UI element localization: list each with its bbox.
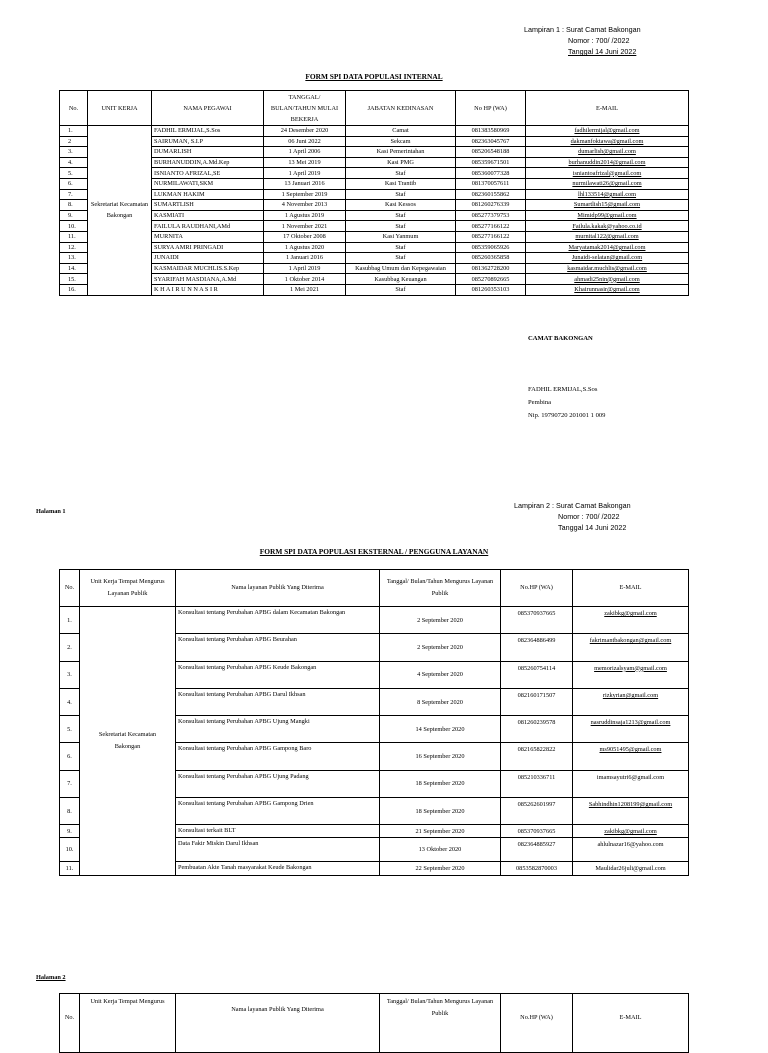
table-row bbox=[60, 210, 689, 221]
col-header-jabatan: JABATAN KEDINASAN bbox=[346, 91, 456, 126]
lampiran-2-tanggal: Tanggal 14 Juni 2022 bbox=[558, 523, 627, 532]
email-cell: dakmanfoktawa@gmail.com bbox=[526, 136, 689, 147]
hp-cell: 085206548188 bbox=[456, 147, 526, 158]
hp-cell: 085210336711 bbox=[501, 770, 573, 797]
row-no: 3. bbox=[60, 147, 88, 158]
tanggal-cell: 1 April 2019 bbox=[264, 263, 346, 274]
tanggal-cell: 4 September 2020 bbox=[380, 661, 501, 688]
hp-cell: 082364885927 bbox=[501, 838, 573, 862]
unit-kerja-cell: Sekretariat Kecamatan Bakongan bbox=[88, 126, 152, 296]
layanan-cell: Konsultasi tentang Perubahan APBG Gampong Drien bbox=[176, 798, 380, 825]
tanggal-cell: 22 September 2020 bbox=[380, 862, 501, 876]
col-header-hp: No.HP (WA) bbox=[501, 994, 573, 1053]
jabatan-cell: Staf bbox=[346, 221, 456, 232]
jabatan-cell: Kasi PMG bbox=[346, 157, 456, 168]
row-no: 3. bbox=[60, 661, 80, 688]
row-no: 2. bbox=[60, 634, 80, 661]
row-no: 14. bbox=[60, 263, 88, 274]
row-no: 5. bbox=[60, 168, 88, 179]
col-header-email: E-MAIL bbox=[573, 570, 689, 607]
nama-pegawai-cell: FAILULA RAUDHANI,AMd bbox=[152, 221, 264, 232]
layanan-cell: Konsultasi tentang Perubahan APBG Ujung Padang bbox=[176, 770, 380, 797]
layanan-cell: Konsultasi tentang Perubahan APBG Darul Ikhsan bbox=[176, 688, 380, 715]
row-no: 11. bbox=[60, 231, 88, 242]
tanggal-cell: 1 November 2021 bbox=[264, 221, 346, 232]
table-row bbox=[60, 242, 689, 253]
email-cell: murnital122@gmail.com bbox=[526, 231, 689, 242]
hp-cell: 085277166122 bbox=[456, 221, 526, 232]
form-1-title: FORM SPI DATA POPULASI INTERNAL bbox=[305, 72, 443, 81]
hp-cell: 082360155862 bbox=[456, 189, 526, 200]
tanggal-cell: 1 April 2019 bbox=[264, 168, 346, 179]
layanan-cell: Konsultasi tentang Perubahan APBG Keude Bakongan bbox=[176, 661, 380, 688]
email-cell: ms9051495@gmail.com bbox=[573, 743, 689, 770]
email-cell: dumarlish@gmail.com bbox=[526, 147, 689, 158]
table-row bbox=[60, 284, 689, 295]
email-cell: kasmaidar.muchlis@gmail.com bbox=[526, 263, 689, 274]
jabatan-cell: Kasubbag Umum dan Kepegawaian bbox=[346, 263, 456, 274]
tanggal-cell: 16 September 2020 bbox=[380, 743, 501, 770]
row-no: 6. bbox=[60, 178, 88, 189]
external-population-table-continued bbox=[59, 993, 689, 1053]
row-no: 15. bbox=[60, 274, 88, 285]
tanggal-cell: 1 Oktober 2014 bbox=[264, 274, 346, 285]
nama-pegawai-cell: JUNAIDI bbox=[152, 253, 264, 264]
jabatan-cell: Staf bbox=[346, 284, 456, 295]
email-cell: Sabhindhin1208199@gmail.com bbox=[573, 798, 689, 825]
email-cell: Junaidi-selatan@gmail.com bbox=[526, 253, 689, 264]
nama-pegawai-cell: K H A I R U N N A S I R bbox=[152, 284, 264, 295]
hp-cell: 085277166122 bbox=[456, 231, 526, 242]
table-header-row bbox=[60, 570, 689, 607]
nama-pegawai-cell: SURYA AMRI PRINGADI bbox=[152, 242, 264, 253]
layanan-cell: Konsultasi tentang Perubahan APBG Ujung Mangki bbox=[176, 716, 380, 743]
jabatan-cell: Staf bbox=[346, 189, 456, 200]
row-no: 2 bbox=[60, 136, 88, 147]
tanggal-cell: 8 September 2020 bbox=[380, 688, 501, 715]
col-header-unit: UNIT KERJA bbox=[88, 91, 152, 126]
email-cell: zakibkg@gmail.com bbox=[573, 825, 689, 838]
jabatan-cell: Kasi Kessos bbox=[346, 200, 456, 211]
row-no: 5. bbox=[60, 716, 80, 743]
col-header-email: E-MAIL bbox=[573, 994, 689, 1053]
layanan-cell: Konsultasi terkait BLT bbox=[176, 825, 380, 838]
nama-pegawai-cell: DUMARLISH bbox=[152, 147, 264, 158]
email-cell: lhl133514@gmail.com bbox=[526, 189, 689, 200]
col-header-nama: NAMA PEGAWAI bbox=[152, 91, 264, 126]
tanggal-cell: 13 Januari 2016 bbox=[264, 178, 346, 189]
hp-cell: 085360077328 bbox=[456, 168, 526, 179]
email-cell: fakrimantbakongan@gmail.com bbox=[573, 634, 689, 661]
nama-pegawai-cell: MURNITA bbox=[152, 231, 264, 242]
col-header-unit: Unit Kerja Tempat Mengurus bbox=[80, 994, 176, 1053]
hp-cell: 081260353103 bbox=[456, 284, 526, 295]
email-cell: nurmilawati26@gmail.com bbox=[526, 178, 689, 189]
email-cell: Maulidar26juli@gmail.com bbox=[573, 862, 689, 876]
table-row bbox=[60, 126, 689, 137]
email-cell: burhanuddin2014@gmail.com bbox=[526, 157, 689, 168]
page-label-1: Halaman 1 bbox=[36, 508, 66, 515]
col-header-no: No. bbox=[60, 570, 80, 607]
table-row bbox=[60, 253, 689, 264]
unit-kerja-cell: Sekretariat Kecamatan Bakongan bbox=[80, 607, 176, 876]
col-header-hp: No HP (WA) bbox=[456, 91, 526, 126]
row-no: 10. bbox=[60, 221, 88, 232]
nama-pegawai-cell: ISNIANTO AFRIZAL,SE bbox=[152, 168, 264, 179]
col-header-nama: Nama layanan Publik Yang Diterima bbox=[176, 994, 380, 1053]
row-no: 9. bbox=[60, 210, 88, 221]
tanggal-cell: 2 September 2020 bbox=[380, 634, 501, 661]
nama-pegawai-cell: SUMARTLISH bbox=[152, 200, 264, 211]
jabatan-cell: Staf bbox=[346, 242, 456, 253]
jabatan-cell: Kasi Yanmum bbox=[346, 231, 456, 242]
jabatan-cell: Camat bbox=[346, 126, 456, 137]
tanggal-cell: 1 April 2006 bbox=[264, 147, 346, 158]
jabatan-cell: Kasubbag Keuangan bbox=[346, 274, 456, 285]
row-no: 8. bbox=[60, 200, 88, 211]
nama-pegawai-cell: SYARIFAH MASDIANA,A.Md bbox=[152, 274, 264, 285]
tanggal-cell: 1 Januari 2016 bbox=[264, 253, 346, 264]
tanggal-cell: 4 November 2013 bbox=[264, 200, 346, 211]
signature-nip: Nip. 19790720 201001 1 009 bbox=[528, 412, 606, 419]
email-cell: Failula.kakak@yahoo.co.id bbox=[526, 221, 689, 232]
email-cell: Maryatamak2014@gmail.com bbox=[526, 242, 689, 253]
tanggal-cell: 24 Desember 2020 bbox=[264, 126, 346, 137]
email-cell: ahmadi25nin@gmail.com bbox=[526, 274, 689, 285]
col-header-email: E-MAIL bbox=[526, 91, 689, 126]
table-row bbox=[60, 147, 689, 158]
tanggal-cell: 1 Agustus 2019 bbox=[264, 210, 346, 221]
table-row bbox=[60, 200, 689, 211]
hp-cell: 0853582870003 bbox=[501, 862, 573, 876]
col-header-hp: No.HP (WA) bbox=[501, 570, 573, 607]
col-header-tanggal: Tanggal/ Bulan/Tahun Mengurus Layanan Publik bbox=[380, 570, 501, 607]
table-row bbox=[60, 178, 689, 189]
tanggal-cell: 06 Juni 2022 bbox=[264, 136, 346, 147]
table-row bbox=[60, 274, 689, 285]
row-no: 4. bbox=[60, 688, 80, 715]
signature-title: CAMAT BAKONGAN bbox=[528, 335, 593, 342]
row-no: 1. bbox=[60, 607, 80, 634]
email-cell: ahlulnazar16@yahoo.com bbox=[573, 838, 689, 862]
col-header-tanggal: Tanggal/ Bulan/Tahun Mengurus Layanan Publik bbox=[380, 994, 501, 1053]
hp-cell: 082160171507 bbox=[501, 688, 573, 715]
row-no: 16. bbox=[60, 284, 88, 295]
tanggal-cell: 21 September 2020 bbox=[380, 825, 501, 838]
tanggal-cell: 18 September 2020 bbox=[380, 798, 501, 825]
table-row bbox=[60, 607, 689, 634]
row-no: 4. bbox=[60, 157, 88, 168]
nama-pegawai-cell: NURMILAWATI,SKM bbox=[152, 178, 264, 189]
lampiran-1-line: Lampiran 1 : Surat Camat Bakongan bbox=[524, 25, 641, 34]
email-cell: Mimidp99@gmail.com bbox=[526, 210, 689, 221]
jabatan-cell: Kasi Trantib bbox=[346, 178, 456, 189]
email-cell: isniantoafrizal@gmail.com bbox=[526, 168, 689, 179]
jabatan-cell: Kasi Pemerintahan bbox=[346, 147, 456, 158]
lampiran-1-tanggal: Tanggal 14 Juni 2022 bbox=[568, 47, 637, 56]
row-no: 12. bbox=[60, 242, 88, 253]
hp-cell: 085359671501 bbox=[456, 157, 526, 168]
email-cell: nasruddinsaja1213@gmail.com bbox=[573, 716, 689, 743]
nama-pegawai-cell: KASMIATI bbox=[152, 210, 264, 221]
lampiran-2-line: Lampiran 2 : Surat Camat Bakongan bbox=[514, 501, 631, 510]
nama-pegawai-cell: FADHIL ERMIJAL,S.Sos bbox=[152, 126, 264, 137]
page-label-2: Halaman 2 bbox=[36, 974, 66, 981]
jabatan-cell: Sekcam bbox=[346, 136, 456, 147]
tanggal-cell: 1 September 2019 bbox=[264, 189, 346, 200]
hp-cell: 081370057611 bbox=[456, 178, 526, 189]
layanan-cell: Data Fakir Miskin Darul Ikhsan bbox=[176, 838, 380, 862]
row-no: 10. bbox=[60, 838, 80, 862]
nama-pegawai-cell: LUKMAN HAKIM bbox=[152, 189, 264, 200]
row-no: 6. bbox=[60, 743, 80, 770]
table-row bbox=[60, 231, 689, 242]
external-population-table bbox=[59, 569, 689, 876]
layanan-cell: Konsultasi tentang Perubahan APBG dalam Kecamatan Bakongan bbox=[176, 607, 380, 634]
table-row bbox=[60, 168, 689, 179]
email-cell: zakibkg@gmail.com bbox=[573, 607, 689, 634]
lampiran-2-nomor: Nomor : 700/ /2022 bbox=[558, 512, 620, 521]
tanggal-cell: 1 Agustus 2020 bbox=[264, 242, 346, 253]
hp-cell: 085370937665 bbox=[501, 607, 573, 634]
row-no: 11. bbox=[60, 862, 80, 876]
table-header-row bbox=[60, 994, 689, 1053]
lampiran-1-header bbox=[524, 24, 641, 57]
signature-name: FADHIL ERMIJAL,S.Sos bbox=[528, 386, 598, 393]
hp-cell: 085277379753 bbox=[456, 210, 526, 221]
hp-cell: 085260754114 bbox=[501, 661, 573, 688]
tanggal-cell: 17 Oktober 2008 bbox=[264, 231, 346, 242]
table-row bbox=[60, 189, 689, 200]
row-no: 1. bbox=[60, 126, 88, 137]
row-no: 13. bbox=[60, 253, 88, 264]
row-no: 7. bbox=[60, 189, 88, 200]
table-row bbox=[60, 263, 689, 274]
lampiran-2-header bbox=[514, 500, 631, 533]
email-cell: Sumartlish15@gmail.com bbox=[526, 200, 689, 211]
row-no: 7. bbox=[60, 770, 80, 797]
col-header-nama: Nama layanan Publik Yang Diterima bbox=[176, 570, 380, 607]
layanan-cell: Pembuatan Akte Tanah masyarakat Keude Bakongan bbox=[176, 862, 380, 876]
col-header-no: No. bbox=[60, 91, 88, 126]
tanggal-cell: 14 September 2020 bbox=[380, 716, 501, 743]
jabatan-cell: Staf bbox=[346, 210, 456, 221]
hp-cell: 082364886499 bbox=[501, 634, 573, 661]
hp-cell: 081383580969 bbox=[456, 126, 526, 137]
form-2-title: FORM SPI DATA POPULASI EKSTERNAL / PENGGUNA LAYANAN bbox=[259, 547, 489, 556]
row-no: 9. bbox=[60, 825, 80, 838]
row-no: 8. bbox=[60, 798, 80, 825]
layanan-cell: Konsultasi tentang Perubahan APBG Gampong Baro bbox=[176, 743, 380, 770]
col-header-tanggal: TANGGAL/ BULAN/TAHUN MULAI BEKERJA bbox=[264, 91, 346, 126]
hp-cell: 085370937665 bbox=[501, 825, 573, 838]
email-cell: imamsayutri6@gmail.com bbox=[573, 770, 689, 797]
tanggal-cell: 1 Mei 2021 bbox=[264, 284, 346, 295]
hp-cell: 081260276339 bbox=[456, 200, 526, 211]
email-cell: fadhilermijal@gmail.com bbox=[526, 126, 689, 137]
tanggal-cell: 13 Oktober 2020 bbox=[380, 838, 501, 862]
table-row bbox=[60, 136, 689, 147]
signature-rank: Pembina bbox=[528, 399, 552, 406]
nama-pegawai-cell: KASMAIDAR MUCHLIS.S.Kep bbox=[152, 263, 264, 274]
table-header-row bbox=[60, 91, 689, 126]
jabatan-cell: Staf bbox=[346, 168, 456, 179]
hp-cell: 082165822822 bbox=[501, 743, 573, 770]
email-cell: rizkyrian@gmail.com bbox=[573, 688, 689, 715]
tanggal-cell: 13 Mei 2019 bbox=[264, 157, 346, 168]
table-row bbox=[60, 157, 689, 168]
hp-cell: 085270892665 bbox=[456, 274, 526, 285]
hp-cell: 081260239578 bbox=[501, 716, 573, 743]
col-header-unit: Unit Kerja Tempat Mengurus Layanan Publik bbox=[80, 570, 176, 607]
layanan-cell: Konsultasi tentang Perubahan APBG Beurahan bbox=[176, 634, 380, 661]
nama-pegawai-cell: SAIRUMAN, S.I.P bbox=[152, 136, 264, 147]
jabatan-cell: Staf bbox=[346, 253, 456, 264]
col-header-no: No. bbox=[60, 994, 80, 1053]
hp-cell: 082363045767 bbox=[456, 136, 526, 147]
nama-pegawai-cell: BURHANUDDIN,A.Md.Kep bbox=[152, 157, 264, 168]
tanggal-cell: 2 September 2020 bbox=[380, 607, 501, 634]
tanggal-cell: 18 September 2020 bbox=[380, 770, 501, 797]
hp-cell: 085260365858 bbox=[456, 253, 526, 264]
hp-cell: 081362728200 bbox=[456, 263, 526, 274]
hp-cell: 085262601997 bbox=[501, 798, 573, 825]
internal-population-table bbox=[59, 90, 689, 296]
lampiran-1-nomor: Nomor : 700/ /2022 bbox=[568, 36, 630, 45]
email-cell: memorizalsyam@gmail.com bbox=[573, 661, 689, 688]
hp-cell: 085359065926 bbox=[456, 242, 526, 253]
email-cell: Khairunnasir@gmail.com bbox=[526, 284, 689, 295]
table-row bbox=[60, 221, 689, 232]
